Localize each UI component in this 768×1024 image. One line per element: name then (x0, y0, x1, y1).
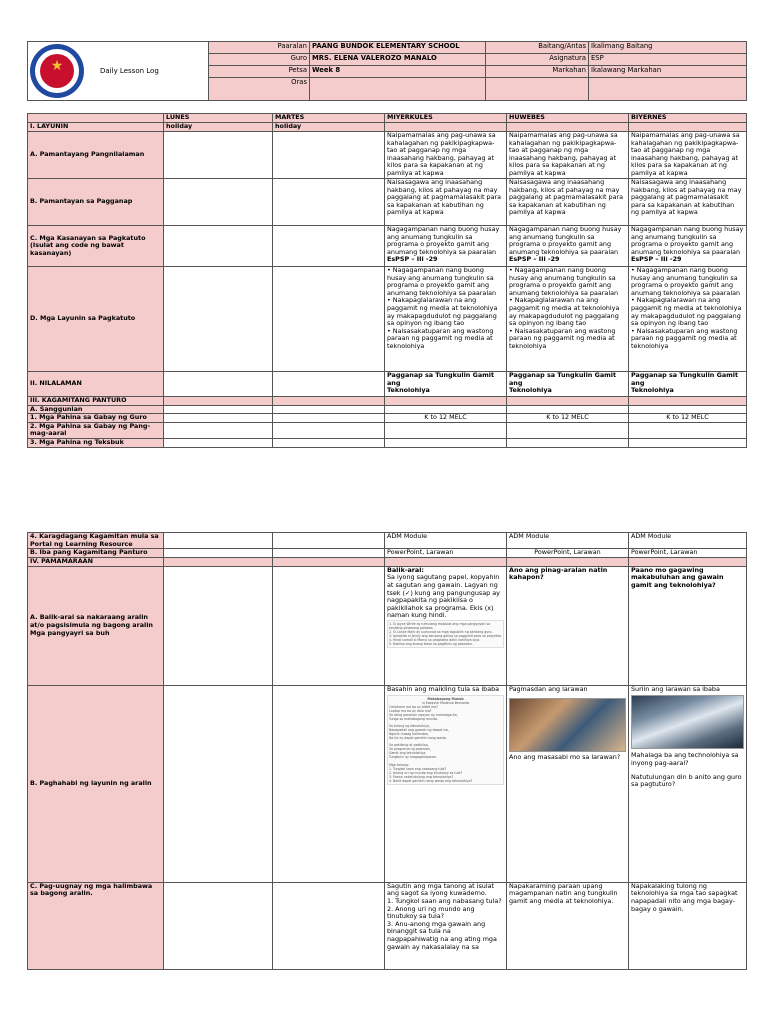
nilalaman-wed: Pagganap sa Tungkulin Gamit ang Teknolohiya (385, 372, 507, 397)
row-sanggunian-label: A. Sanggunian (28, 405, 164, 414)
melc-fri: K to 12 MELC (629, 414, 747, 423)
label-empty (486, 78, 589, 101)
layunin-fri: • Nagagampanan nang buong husay ang anumang tungkulin sa programa o proyekto gamit ang anumang teknolohiya sa paaralan • Nakapaglalarawan na ang paggamit ng media at teknolohiya ay makapagdudulot ng paggalang sa opinyon ng ibang tao • Naisasakatuparan ang wastong paraan ng paggamit ng media at teknolohiya (629, 267, 747, 372)
label-asignatura: Asignatura (486, 54, 589, 66)
header-block (27, 41, 747, 101)
pag-uugnay-thu: Napakaraming paraan upang magampanan natin ang tungkulin gamit ang media at teknolohiya. (507, 882, 629, 969)
row-gabay-guro-label: 1. Mga Pahina sa Gabay ng Guro (28, 414, 164, 423)
row-karagdagang-label: 4. Karagdagang Kagamitan mula sa Portal ng Learning Resource (28, 533, 164, 549)
label-baitang: Baitang/Antas (486, 42, 589, 54)
day-miyerkules: MIYERKULES (385, 114, 507, 123)
value-guro: MRS. ELENA VALEROZO MANALO (310, 54, 486, 66)
iba-pang-fri: PowerPoint, Larawan (629, 549, 747, 558)
label-paaralan: Paaralan (209, 42, 310, 54)
students-laptop-photo (509, 698, 626, 752)
computer-lab-photo (631, 695, 744, 749)
balik-aral-fri: Paano mo gagawing makabuluhan ang gawain gamit ang teknolohiya? (629, 566, 747, 685)
paghahabi-thu: Pagmasdan ang larawan Ano ang masasabi mo sa larawan? (507, 685, 629, 882)
row-pag-uugnay-label: C. Pag-uugnay ng mga halimbawa sa bagong aralin. (28, 882, 164, 969)
value-oras (310, 78, 486, 101)
lesson-table-part2 (27, 532, 747, 970)
value-asignatura: ESP (589, 54, 747, 66)
melc-thu: K to 12 MELC (507, 414, 629, 423)
iba-pang-wed: PowerPoint, Larawan (385, 549, 507, 558)
row-layunin-label: D. Mga Layunin sa Pagkatuto (28, 267, 164, 372)
row-kasanayan-label: C. Mga Kasanayan sa Pagkatuto (Isulat ang code ng bawat kasanayan) (28, 226, 164, 267)
pamantayan-wed: Naipamamalas ang pag-unawa sa kahalagahan ng pakikipagkapwa-tao at pagganap ng mga inaasahang hakbang, pahayag at kilos para sa kapakanan at ng pamilya at kapwa (385, 132, 507, 179)
label-petsa: Petsa (209, 66, 310, 78)
pagganap-thu: Naisasagawa ang inaasahang hakbang, kilos at pahayag na may paggalang at pagmamalasakit para sa kapakanan at kabutihan ng pamilya at kapwa (507, 179, 629, 226)
row-pamamaraan-label: IV. PAMAMARAAN (28, 558, 164, 567)
balik-aral-thu: Ano ang pinag-aralan natin kahapon? (507, 566, 629, 685)
row-pagganap-label: B. Pamantayan sa Pagganap (28, 179, 164, 226)
row-nilalaman-label: II. NILALAMAN (28, 372, 164, 397)
section-layunin: I. LAYUNIN (28, 123, 164, 132)
pamantayan-fri: Naipamamalas ang pag-unawa sa kahalagahan ng pakikipagkapwa-tao at pagganap ng mga inaasahang hakbang, pahayag at kilos para sa kapakanan at ng pamilya at kapwa (629, 132, 747, 179)
label-oras: Oras (209, 78, 310, 101)
lesson-table-part1 (27, 113, 747, 448)
day-lunes: LUNES (164, 114, 273, 123)
row-iba-pang-label: B. Iba pang Kagamitang Panturo (28, 549, 164, 558)
lunes-holiday: holiday (164, 123, 273, 132)
melc-wed: K to 12 MELC (385, 414, 507, 423)
value-markahan: Ikalawang Markahan (589, 66, 747, 78)
day-martes: MARTES (273, 114, 385, 123)
poem-image: Makabagong Mundo ni Ezequiel Maderse Bernardo Cellphone mo ba ay bitbit mo? Laptop mo ba ay dala mo? Sa ating panahon ngayon ay mahalaga ito, Tungo sa makabagong mundo. Sa tulong ng teknolohiya, Napapadali ang gawain ng bawat isa, Ngunit huwag kalimutan, Na ito ay dapat gamitin nang wasto. Sa pakikinig at pakikiisa, Sa programa ng paaralan, Gamit ang teknolohiya, Tungkulin ay magagampanan. Mga tanong: 1. Tungkol saan ang nabasang tula? 2. Anong uri ng mundo ang tinutukoy sa tula? 3. Paano nakatutulong ang teknolohiya? 4. Bakit dapat gamitin nang wasto ang teknolohiya? (387, 695, 504, 785)
deped-seal-icon: ★ (30, 44, 84, 98)
worksheet-image: 1. Si Joyce Winfe ay tumulong maisulat ang mga pangyayari sa kanilang ginawang palabas. 2. Si Lance Mark ay sumunod sa mga tagubilin ng kanilang guro. 3. Ipinakita ni Jenny ang kanyang galing sa pagguhit para sa proyekto. 4. Hindi sumali si Marco sa programa dahil nahihiya siya. 5. Nakiisa ang buong klase sa paglilinis ng paaralan. (387, 620, 504, 648)
pag-uugnay-fri: Napakalaking tulong ng teknolohiya sa mga tao sapagkat napapadali nito ang mga bagay-bagay o gawain. (629, 882, 747, 969)
adm-wed: ADM Module (385, 533, 507, 549)
paghahabi-wed: Basahin ang maikling tula sa ibaba Makabagong Mundo ni Ezequiel Maderse Bernardo Cellphone mo ba ay bitbit mo? Laptop mo ba ay dala mo? Sa ating panahon ngayon ay mahalaga ito, Tungo sa makabagong mundo. Sa tulong ng teknolohiya, Napapadali ang gawain ng bawat isa, Ngunit huwag kalimutan, Na ito ay dapat gamitin nang wasto. Sa pakikinig at pakikiisa, Sa programa ng paaralan, Gamit ang teknolohiya, Tungkulin ay magagampanan. Mga tanong: 1. Tungkol saan ang nabasang tula? 2. Anong uri ng mundo ang tinutukoy sa tula? 3. Paano nakatutulong ang teknolohiya? 4. Bakit dapat gamitin nang wasto ang teknolohiya? (385, 685, 507, 882)
pamantayan-thu: Naipamamalas ang pag-unawa sa kahalagahan ng pakikipagkapwa-tao at pagganap ng mga inaasahang hakbang, pahayag at kilos para sa kapakanan at ng pamilya at kapwa (507, 132, 629, 179)
pag-uugnay-wed: Sagutin ang mga tanong at isulat ang sagot sa iyong kuwaderno. 1. Tungkol saan ang nabasang tula? 2. Anong uri ng mundo ang tinutukoy sa tula? 3. Anu-anong mga gawain ang binanggit sa tula na nagpapahiwatig na ang ating mga gawain ay nakasalalay na sa (385, 882, 507, 969)
label-guro: Guro (209, 54, 310, 66)
row-pamantayan-label: A. Pamantayang Pangnilalaman (28, 132, 164, 179)
kasanayan-wed: Nagagampanan nang buong husay ang anumang tungkulin sa programa o proyekto gamit ang anumang teknolohiya sa paaralan EsPSP – IIi -29 (385, 226, 507, 267)
value-petsa: Week 8 (310, 66, 486, 78)
document-title: Daily Lesson Log (100, 66, 159, 75)
row-paghahabi-label: B. Paghahabi ng layunin ng aralin (28, 685, 164, 882)
row-teksbuk-label: 3. Mga Pahina ng Teksbuk (28, 438, 164, 447)
layunin-wed: • Nagagampanan nang buong husay ang anumang tungkulin sa programa o proyekto gamit ang anumang teknolohiya sa paaralan • Nakapaglalarawan na ang paggamit ng media at teknolohiya ay makapagdudulot ng paggalang sa opinyon ng ibang tao • Naisasakatuparan ang wastong paraan ng paggamit ng media at teknolohiya (385, 267, 507, 372)
balik-aral-wed: Balik-aral: Sa iyong sagutang papel, kopyahin at sagutan ang gawain. Lagyan ng tsek (✓) kung ang pangungusap ay nagpapakita ng pakikiisa o pakikilahok sa programa. Ekis (x) naman kung hindi. 1. Si Joyce Winfe ay tumulong maisulat ang mga pangyayari sa kanilang ginawang palabas. 2. Si Lance Mark ay sumunod sa mga tagubilin ng kanilang guro. 3. Ipinakita ni Jenny ang kanyang galing sa pagguhit para sa proyekto. 4. Hindi sumali si Marco sa programa dahil nahihiya siya. 5. Nakiisa ang buong klase sa paglilinis ng paaralan. (385, 566, 507, 685)
logo-cell (28, 42, 209, 101)
paghahabi-fri: Suriin ang larawan sa ibaba Mahalaga ba ang technolohiya sa inyong pag-aaral? Natutulungan din b anito ang guro sa pagtuturo? (629, 685, 747, 882)
iba-pang-thu: PowerPoint, Larawan (507, 549, 629, 558)
value-empty (589, 78, 747, 101)
nilalaman-thu: Pagganap sa Tungkulin Gamit ang Teknolohiya (507, 372, 629, 397)
pagganap-wed: Naisasagawa ang inaasahang hakbang, kilos at pahayag na may paggalang at pagmamalasakit para sa kapakanan at kabutihan ng pamilya at kapwa (385, 179, 507, 226)
label-markahan: Markahan (486, 66, 589, 78)
nilalaman-fri: Pagganap sa Tungkulin Gamit ang Teknolohiya (629, 372, 747, 397)
row-kagamitan-label: III. KAGAMITANG PANTURO (28, 397, 164, 406)
row-balik-aral-label: A. Balik-aral sa nakaraang aralin at/o pagsisimula ng bagong aralin Mga pangyayri sa buh (28, 566, 164, 685)
adm-thu: ADM Module (507, 533, 629, 549)
day-biyernes: BIYERNES (629, 114, 747, 123)
kasanayan-thu: Nagagampanan nang buong husay ang anumang tungkulin sa programa o proyekto gamit ang anumang teknolohiya sa paaralan EsPSP – IIi -29 (507, 226, 629, 267)
value-baitang: Ikalimang Baitang (589, 42, 747, 54)
value-paaralan: PAANG BUNDOK ELEMENTARY SCHOOL (310, 42, 486, 54)
adm-fri: ADM Module (629, 533, 747, 549)
martes-holiday: holiday (273, 123, 385, 132)
row-gabay-mag-aaral-label: 2. Mga Pahina sa Gabay ng Pang-mag-aaral (28, 422, 164, 438)
layunin-thu: • Nagagampanan nang buong husay ang anumang tungkulin sa programa o proyekto gamit ang anumang teknolohiya sa paaralan • Nakapaglalarawan na ang paggamit ng media at teknolohiya ay makapagdudulot ng paggalang sa opinyon ng ibang tao • Naisasakatuparan ang wastong paraan ng paggamit ng media at teknolohiya (507, 267, 629, 372)
pagganap-fri: Naisasagawa ang inaasahang hakbang, kilos at pahayag na may paggalang at pagmamalasakit para sa kapakanan at kabutihan ng pamilya at kapwa (629, 179, 747, 226)
kasanayan-fri: Nagagampanan nang buong husay ang anumang tungkulin sa programa o proyekto gamit ang anumang teknolohiya sa paaralan EsPSP – IIi -29 (629, 226, 747, 267)
day-huwebes: HUWEBES (507, 114, 629, 123)
